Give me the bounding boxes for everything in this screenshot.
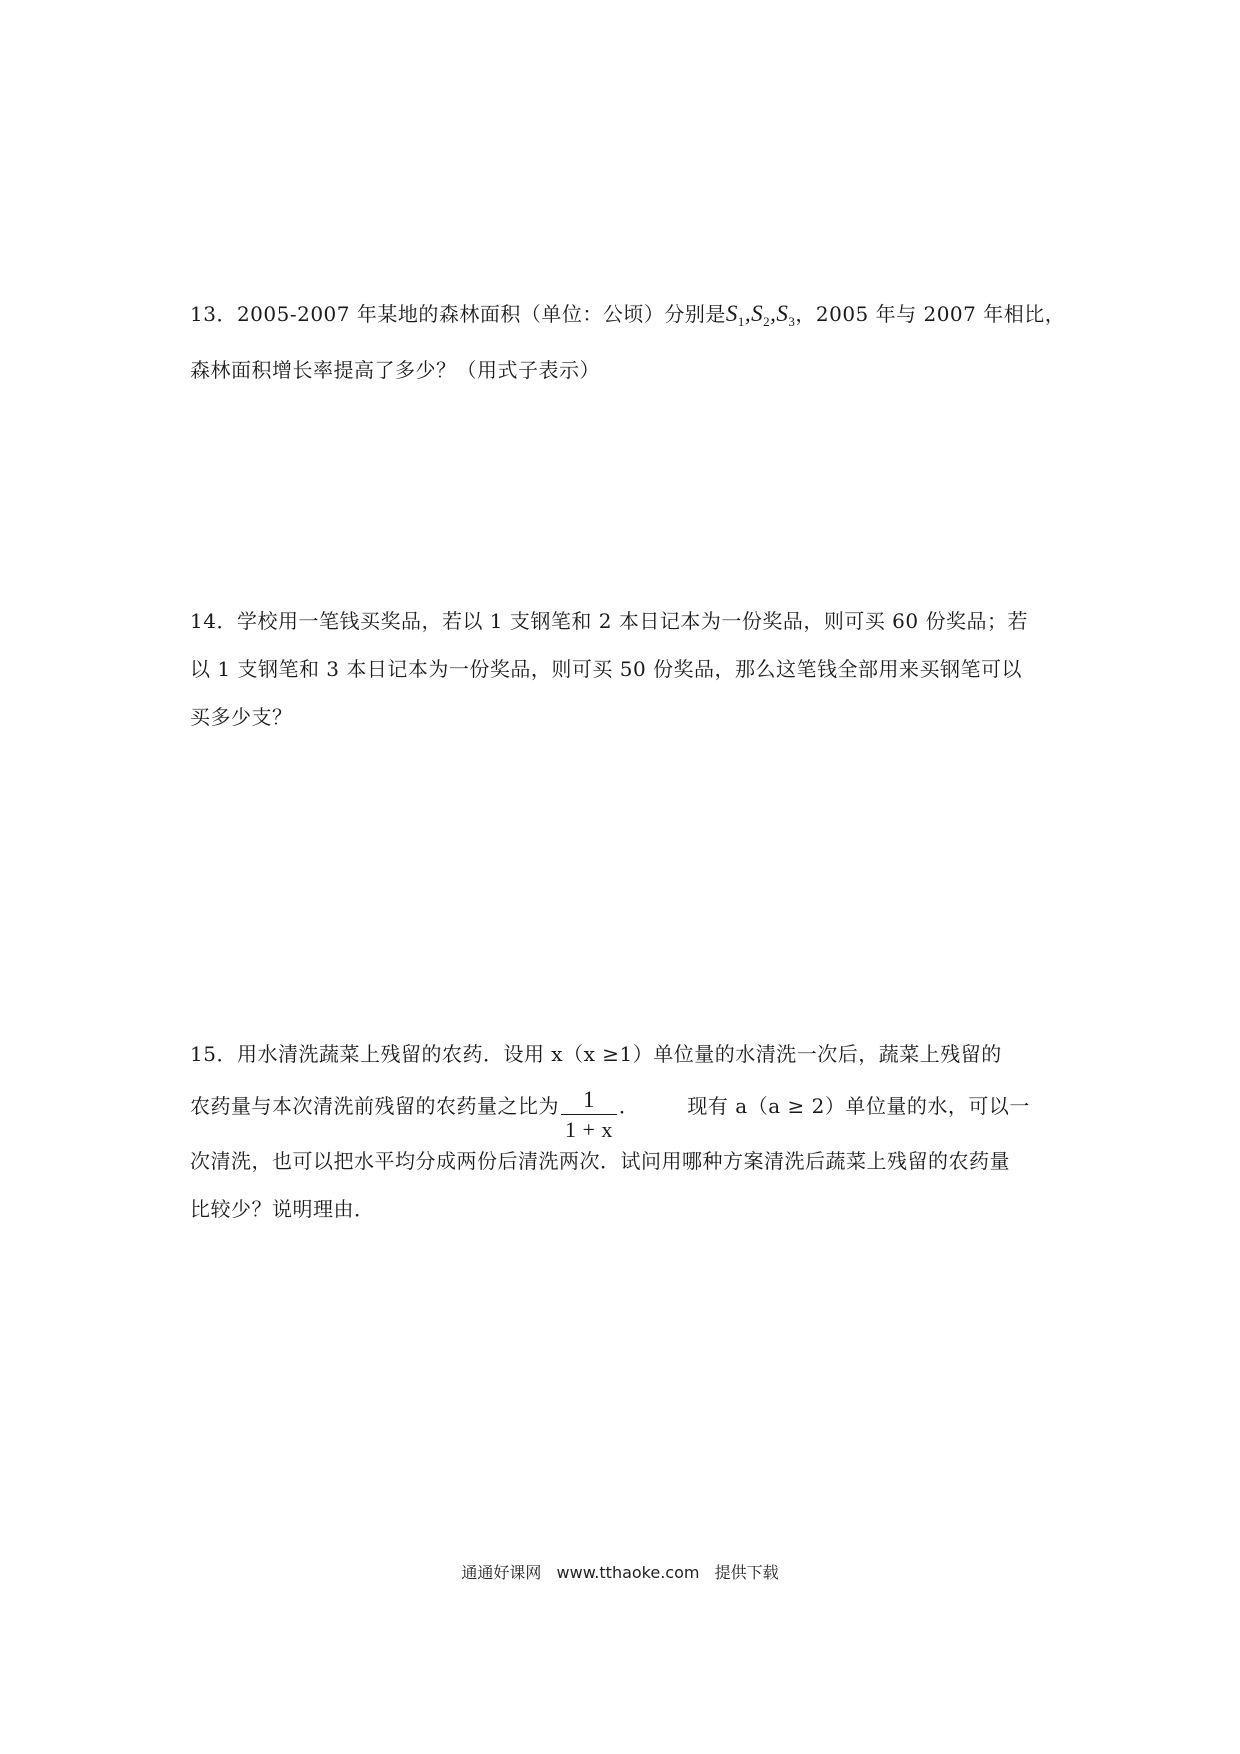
question-14-line-3: 买多少支？ — [190, 705, 293, 729]
forest-area-symbols: $S_1,S_2,S_3$ — [725, 301, 796, 329]
footer-url[interactable]: www.tthaoke.com — [556, 1563, 700, 1582]
footer-action: 提供下载 — [714, 1563, 779, 1582]
ratio-fraction — [561, 1086, 617, 1145]
question-13 — [190, 290, 1066, 394]
question-14-line-2: 以 1 支钢笔和 3 本日记本为一份奖品，则可买 50 份奖品，那么这笔钱全部用来买钢笔可以 — [190, 657, 1023, 681]
question-13-line-2: 森林面积增长率提高了多少？（用式子表示） — [190, 358, 600, 382]
question-14 — [190, 597, 1060, 741]
question-15-line-4: 比较少？说明理由． — [190, 1197, 375, 1221]
question-14-line-1: 14．学校用一笔钱买奖品，若以 1 支钢笔和 2 本日记本为一份奖品，则可买 60 份奖品；若 — [190, 609, 1028, 633]
footer-site-name: 通通好课网 — [461, 1563, 542, 1582]
question-13-line-1: 13．2005-2007 年某地的森林面积（单位：公顷）分别是$S_1,S_2,S_3$，2005 年与 2007 年相比， — [190, 301, 1066, 329]
page-footer — [0, 1560, 1240, 1583]
fraction-numerator: 1 — [561, 1086, 617, 1115]
question-15 — [190, 1030, 1060, 1233]
question-15-line-2: 农药量与本次清洗前残留的农药量之比为 $\frac{1}{1 + x}$ ． 现有 a（a ≥ 2）单位量的水，可以一 — [190, 1078, 1060, 1137]
question-15-line-3: 次清洗，也可以把水平均分成两份后清洗两次．试问用哪种方案清洗后蔬菜上残留的农药量 — [190, 1149, 1010, 1173]
fraction-denominator: 1 + x — [565, 1117, 613, 1142]
question-15-line-1: 15．用水清洗蔬菜上残留的农药．设用 x（x ≥1）单位量的水清洗一次后，蔬菜上残留的 — [190, 1042, 1002, 1066]
